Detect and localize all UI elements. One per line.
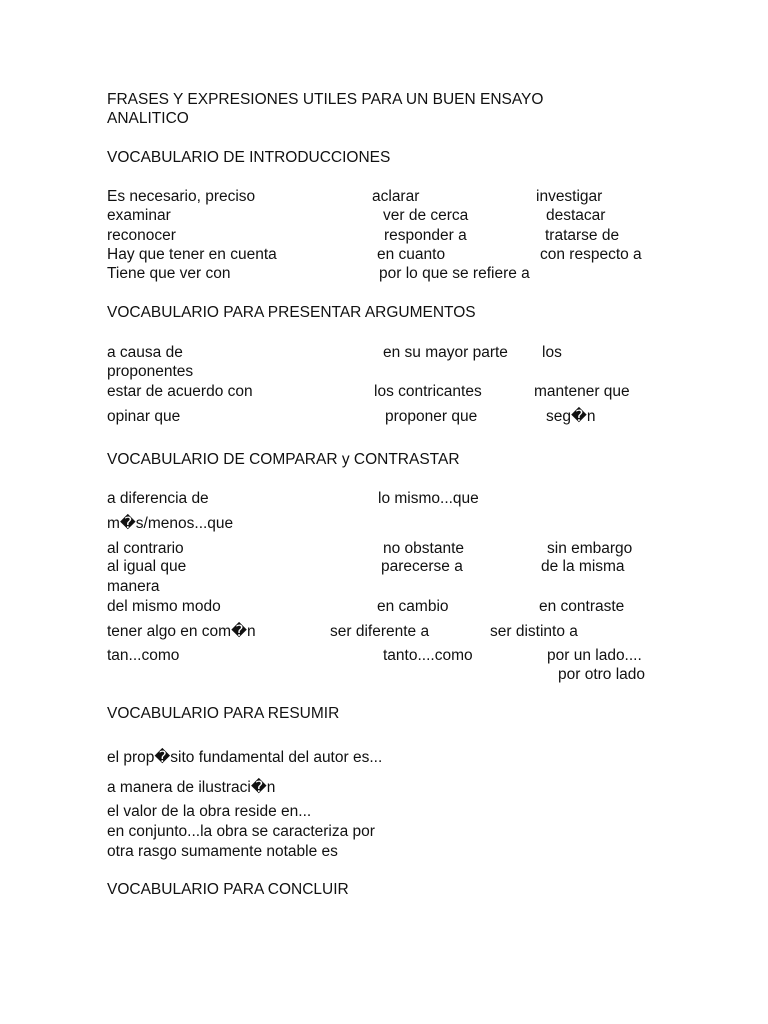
argument-term: los <box>542 344 562 361</box>
compare-term: manera <box>107 578 160 595</box>
intro-term: reconocer <box>107 227 176 244</box>
summary-phrase: el valor de la obra reside en... <box>107 803 312 820</box>
compare-term: ser distinto a <box>490 623 578 640</box>
summary-phrase: el prop�sito fundamental del autor es... <box>107 749 383 766</box>
intro-term: aclarar <box>372 188 420 205</box>
section-heading-concluir: VOCABULARIO PARA CONCLUIR <box>107 881 349 898</box>
intro-term: responder a <box>384 227 467 244</box>
intro-term: destacar <box>546 207 606 224</box>
intro-term: Tiene que ver con <box>107 265 231 282</box>
argument-term: proponentes <box>107 363 194 380</box>
argument-term: los contricantes <box>374 383 482 400</box>
compare-term: por un lado.... <box>547 647 642 664</box>
argument-term: proponer que <box>385 408 478 425</box>
compare-term: en contraste <box>539 598 625 615</box>
summary-phrase: otra rasgo sumamente notable es <box>107 843 338 860</box>
compare-term: al contrario <box>107 540 184 557</box>
intro-term: investigar <box>536 188 603 205</box>
compare-term: lo mismo...que <box>378 490 479 507</box>
compare-term: al igual que <box>107 558 187 575</box>
argument-term: opinar que <box>107 408 181 425</box>
argument-term: mantener que <box>534 383 630 400</box>
intro-term: Es necesario, preciso <box>107 188 256 205</box>
argument-term: en su mayor parte <box>383 344 508 361</box>
summary-phrase: en conjunto...la obra se caracteriza por <box>107 823 375 840</box>
intro-term: Hay que tener en cuenta <box>107 246 277 263</box>
section-heading-resumir: VOCABULARIO PARA RESUMIR <box>107 705 340 722</box>
compare-term: no obstante <box>383 540 465 557</box>
compare-term: en cambio <box>377 598 449 615</box>
argument-term: a causa de <box>107 344 183 361</box>
compare-term: de la misma <box>541 558 625 575</box>
compare-term: parecerse a <box>381 558 463 575</box>
compare-term: m�s/menos...que <box>107 515 234 532</box>
section-heading-introducciones: VOCABULARIO DE INTRODUCCIONES <box>107 149 391 166</box>
compare-term: a diferencia de <box>107 490 209 507</box>
document-title-line-1: FRASES Y EXPRESIONES UTILES PARA UN BUEN ENSAYO <box>107 91 544 108</box>
intro-term: tratarse de <box>545 227 620 244</box>
intro-term: por lo que se refiere a <box>379 265 530 282</box>
summary-phrase: a manera de ilustraci�n <box>107 779 276 796</box>
compare-term: tan...como <box>107 647 180 664</box>
intro-term: en cuanto <box>377 246 446 263</box>
compare-term: ser diferente a <box>330 623 430 640</box>
section-heading-argumentos: VOCABULARIO PARA PRESENTAR ARGUMENTOS <box>107 304 476 321</box>
document-title-line-2: ANALITICO <box>107 110 189 127</box>
intro-term: examinar <box>107 207 171 224</box>
argument-term: seg�n <box>546 408 596 425</box>
section-heading-comparar: VOCABULARIO DE COMPARAR y CONTRASTAR <box>107 451 460 468</box>
compare-term: tanto....como <box>383 647 473 664</box>
argument-term: estar de acuerdo con <box>107 383 253 400</box>
compare-term: tener algo en com�n <box>107 623 256 640</box>
compare-term: del mismo modo <box>107 598 221 615</box>
compare-term: por otro lado <box>558 666 646 683</box>
compare-term: sin embargo <box>547 540 633 557</box>
intro-term: ver de cerca <box>383 207 469 224</box>
intro-term: con respecto a <box>540 246 642 263</box>
